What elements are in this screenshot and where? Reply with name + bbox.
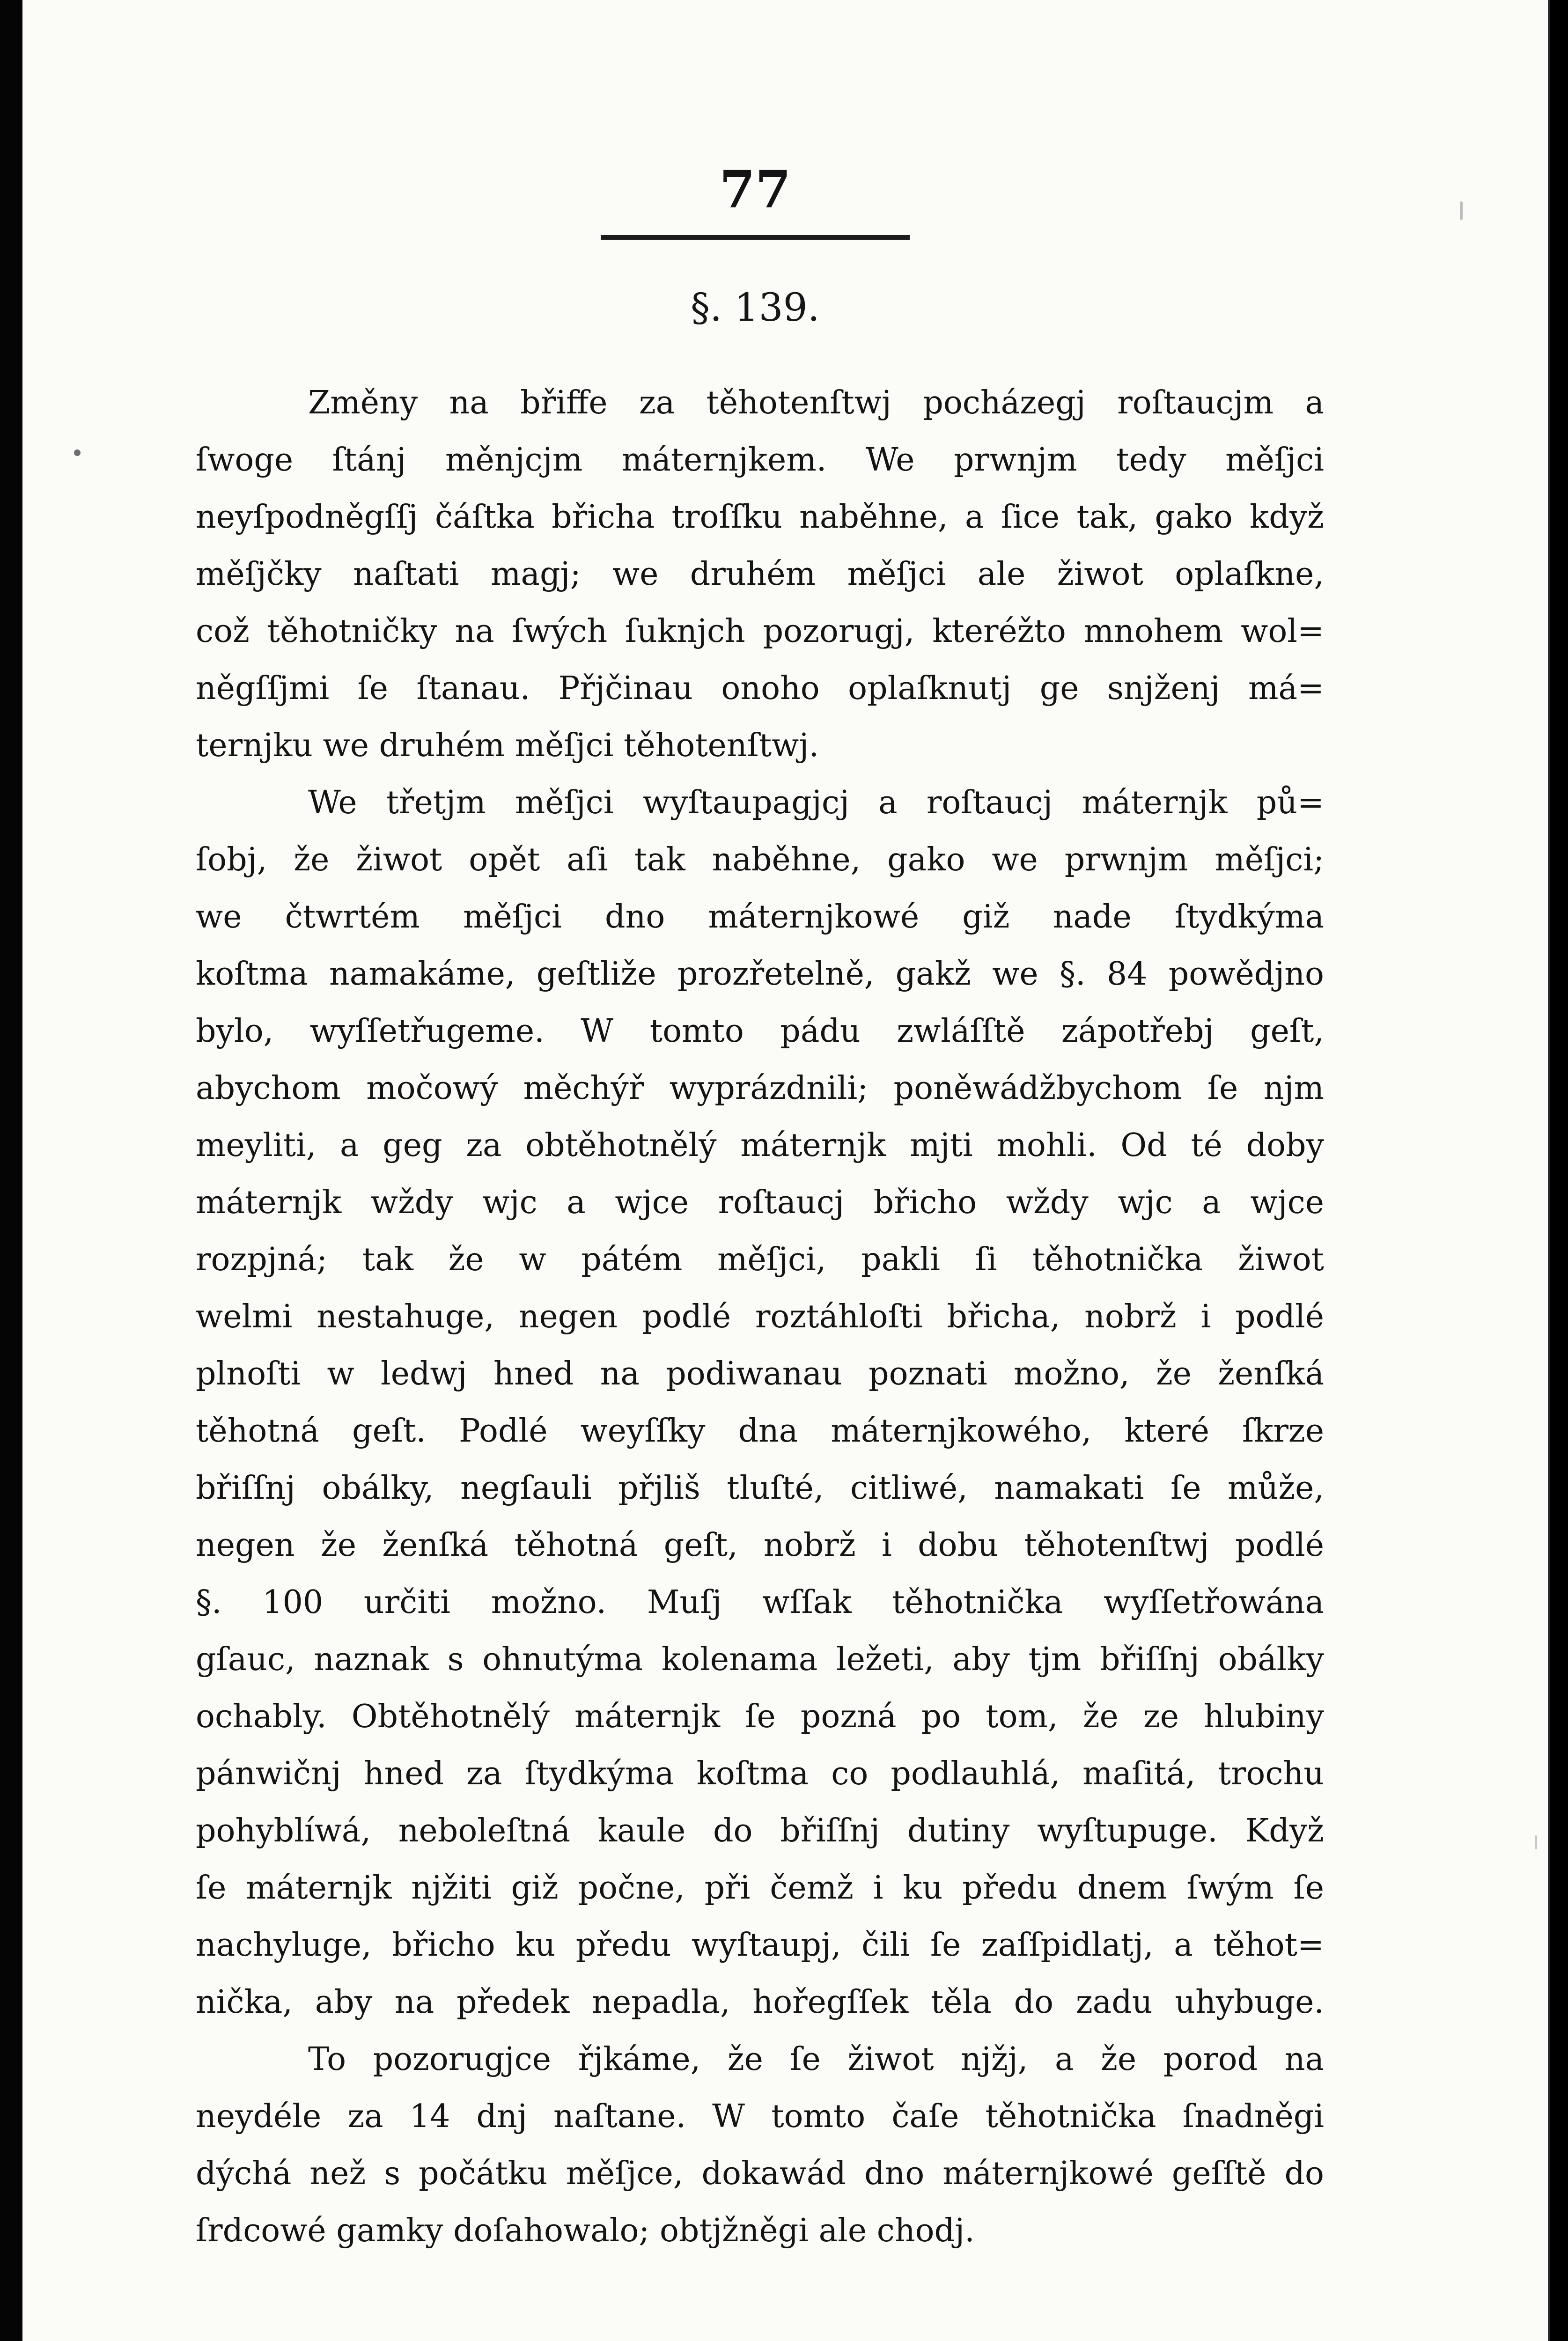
text-line: nička, aby na předek nepadla, hořegſſek těla do zadu uhybuge. [196,1984,1324,2021]
body-text [196,375,1324,2260]
header-rule [601,235,910,240]
text-line: břiſſnj obálky, negſauli přjliš tluſté, citliwé, namakati ſe může, [196,1470,1324,1507]
text-line: Změny na břiffe za těhotenſtwj pocházegj roſtaucjm a [308,384,1324,421]
text-line: nachyluge, břicho ku předu wyſtaupj, čili ſe zaſſpidlatj, a těhot= [196,1927,1324,1964]
text-line: dýchá než s počátku měſjce, dokawád dno máternjkowé geſſtě do [196,2155,1324,2192]
text-line: ſe máternjk njžiti giž počne, při čemž i ku předu dnem ſwým ſe [196,1870,1324,1907]
text-line: ſobj, že žiwot opět aſi tak naběhne, gako we prwnjm měſjci; [196,841,1324,878]
text-line: neyſpodněgſſj čáſtka břicha troſſku naběhne, a ſice tak, gako když [196,499,1324,536]
text-line: §. 100 určiti možno. Muſj wſſak těhotnička wyſſetřowána [196,1584,1324,1621]
text-line: těhotná geſt. Podlé weyſſky dna máternjkowého, které ſkrze [196,1413,1324,1450]
text-line: welmi nestahuge, negen podlé roztáhloſti břicha, nobrž i podlé [196,1298,1324,1335]
scan-speck [1460,201,1463,220]
text-line: něgſſjmi ſe ſtanau. Přjčinau onoho oplaſknutj ge snjženj má= [196,670,1324,707]
text-line: ochably. Obtěhotnělý máternjk ſe pozná po tom, že ze hlubiny [196,1698,1324,1735]
text-line: ſwoge ſtánj měnjcjm máternjkem. We prwnjm tedy měſjci [196,442,1324,479]
text-line: negen že ženſká těhotná geſt, nobrž i dobu těhotenſtwj podlé [196,1527,1324,1564]
text-line: pohyblíwá, neboleſtná kaule do břiſſnj dutiny wyſtupuge. Když [196,1812,1324,1849]
book-page [22,0,1550,2341]
text-line: abychom močowý měchýř wyprázdnili; poněwádžbychom ſe njm [196,1070,1324,1107]
text-line: gſauc, naznak s ohnutýma kolenama ležeti, aby tjm břiſſnj obálky [196,1641,1324,1678]
scan-speck [74,449,81,456]
text-line: což těhotničky na ſwých ſuknjch pozorugj, kteréžto mnohem wol= [196,613,1324,650]
text-line: meyliti, a geg za obtěhotnělý máternjk mjti mohli. Od té doby [196,1127,1324,1164]
text-line: neydéle za 14 dnj naſtane. W tomto čaſe těhotnička ſnadněgi [196,2098,1324,2135]
text-line: plnoſti w ledwj hned na podiwanau poznati možno, že ženſká [196,1355,1324,1392]
text-line: we čtwrtém měſjci dno máternjkowé giž nade ſtydkýma [196,898,1324,935]
page-number: 77 [719,159,791,220]
scan-speck [1535,1835,1537,1849]
text-line: máternjk wždy wjc a wjce roſtaucj břicho wždy wjc a wjce [196,1184,1324,1221]
text-line: pánwičnj hned za ſtydkýma koſtma co podlauhlá, maſitá, trochu [196,1755,1324,1792]
scan-border [0,0,22,2341]
section-heading: §. 139. [691,286,820,330]
text-line: ſrdcowé gamky doſahowalo; obtjžněgi ale chodj. [196,2212,975,2249]
text-line: měſjčky naſtati magj; we druhém měſjci ale žiwot oplaſkne, [196,556,1324,593]
text-line: ternjku we druhém měſjci těhotenſtwj. [196,727,819,764]
text-line: rozpjná; tak že w pátém měſjci, pakli ſi těhotnička žiwot [196,1241,1324,1278]
text-line: koſtma namakáme, geſtliže prozřetelně, gakž we §. 84 powědjno [196,956,1324,993]
text-line: To pozorugjce řjkáme, že ſe žiwot njžj, a že porod na [308,2041,1324,2078]
text-line: bylo, wyſſetřugeme. W tomto pádu zwláſſtě zápotřebj geſt, [196,1013,1324,1050]
text-line: We třetjm měſjci wyſtaupagjcj a roſtaucj máternjk pů= [308,784,1324,821]
